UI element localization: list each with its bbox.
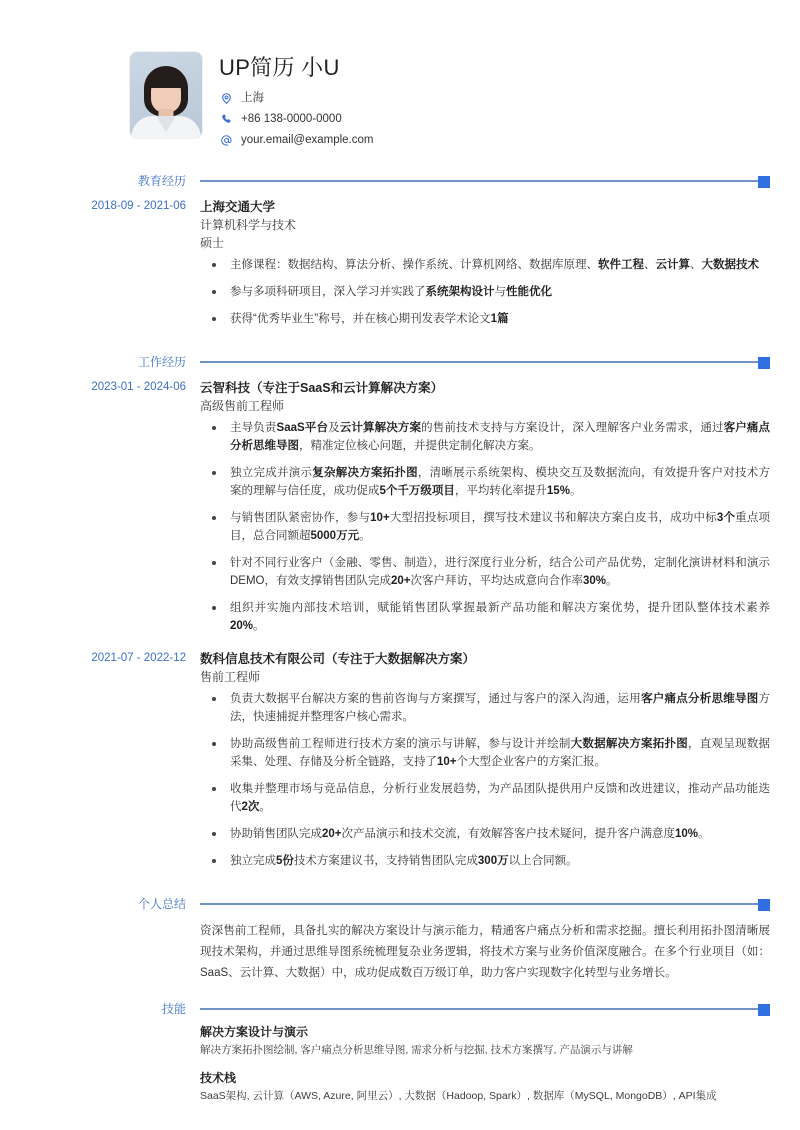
bullet-item: 独立完成5份技术方案建议书，支持销售团队完成300万以上合同额。 [200, 852, 770, 870]
bullet-item: 独立完成并演示复杂解决方案拓扑图，清晰展示系统架构、模块交互及数据流向，有效提升客户对技术方案的理解与信任度，成功促成5个千万级项目，平均转化率提升15%。 [200, 464, 770, 500]
at-sign-icon [219, 133, 234, 148]
skills-entry [0, 1022, 800, 1114]
bullet-item: 主修课程：数据结构、算法分析、操作系统、计算机网络、数据库原理、软件工程、云计算、大数据技术 [200, 256, 770, 274]
education-school: 上海交通大学 [200, 200, 276, 214]
section-divider-skills [200, 1004, 770, 1014]
section-label-skills: 技能 [161, 1002, 186, 1016]
bullet-item: 协助高级售前工程师进行技术方案的演示与讲解，参与设计并绘制大数据解决方案拓扑图，直观呈现数据采集、处理、存储及分析全链路，支持了10+个大型企业客户的方案汇报。 [200, 735, 770, 771]
bullet-item: 主导负责SaaS平台及云计算解决方案的售前技术支持与方案设计，深入理解客户业务需求，通过客户痛点分析思维导图，精准定位核心问题，并提供定制化解决方案。 [200, 419, 770, 455]
work-bullets [200, 690, 770, 870]
section-divider-education [200, 176, 770, 186]
education-entry [0, 198, 800, 337]
location-pin-icon [219, 91, 234, 106]
section-header-skills [0, 1002, 800, 1016]
divider-line [200, 361, 758, 363]
education-bullets [200, 256, 770, 328]
skill-group-title: 解决方案设计与演示 [200, 1025, 309, 1039]
bullet-item: 针对不同行业客户（金融、零售、制造），进行深度行业分析，结合公司产品优势，定制化演讲材料和演示DEMO，有效支撑销售团队完成20+次客户拜访，平均达成意向合作率30%。 [200, 554, 770, 590]
work-entry [0, 650, 800, 879]
skill-group-items: SaaS架构, 云计算（AWS, Azure, 阿里云）, 大数据（Hadoop, Spark）, 数据库（MySQL, MongoDB）, API集成 [200, 1090, 717, 1102]
contact-list [219, 89, 373, 149]
education-dates: 2018-09 - 2021-06 [91, 200, 186, 212]
work-company: 数科信息技术有限公司（专注于大数据解决方案） [200, 652, 476, 666]
bullet-item: 负责大数据平台解决方案的售前咨询与方案撰写，通过与客户的深入沟通，运用客户痛点分析思维导图方法，快速捕捉并整理客户核心需求。 [200, 690, 770, 726]
work-dates: 2023-01 - 2024-06 [91, 381, 186, 393]
divider-line [200, 180, 758, 182]
skill-group [200, 1068, 770, 1105]
section-divider-work [200, 357, 770, 367]
photo-fringe [146, 72, 186, 88]
bullet-item: 协助销售团队完成20+次产品演示和技术交流，有效解答客户技术疑问，提升客户满意度10%。 [200, 825, 770, 843]
divider-line [200, 903, 758, 905]
work-role: 高级售前工程师 [200, 399, 285, 413]
divider-square-marker [758, 899, 770, 911]
skill-group-title: 技术栈 [200, 1071, 237, 1085]
contact-location-value: 上海 [241, 91, 264, 104]
summary-text: 资深售前工程师，具备扎实的解决方案设计与演示能力，精通客户痛点分析和需求挖掘。擅长利用拓扑图清晰展现技术架构，并通过思维导图系统梳理复杂业务逻辑，将技术方案与业务价值深度融合。在多个行业项目（如：SaaS、云计算、大数据）中，成功促成数百万级订单，助力客户实现数字化转型与业务增长。 [200, 925, 770, 979]
work-entry-body [200, 379, 800, 644]
section-header-summary [0, 897, 800, 911]
work-entry-body [200, 650, 800, 879]
section-label-education: 教育经历 [137, 174, 186, 188]
section-label-summary: 个人总结 [137, 897, 186, 911]
skill-group-items: 解决方案拓扑图绘制, 客户痛点分析思维导图, 需求分析与挖掘, 技术方案撰写, 产品演示与讲解 [200, 1044, 633, 1056]
work-company: 云智科技（专注于SaaS和云计算解决方案） [200, 381, 444, 395]
bullet-item: 参与多项科研项目，深入学习并实践了系统架构设计与性能优化 [200, 283, 770, 301]
bullet-item: 组织并实施内部技术培训，赋能销售团队掌握最新产品功能和解决方案优势，提升团队整体技术素养20%。 [200, 599, 770, 635]
bullet-item: 获得“优秀毕业生”称号，并在核心期刊发表学术论文1篇 [200, 310, 770, 328]
contact-phone-value: +86 138-0000-0000 [241, 112, 342, 125]
bullet-item: 与销售团队紧密协作，参与10+大型招投标项目，撰写技术建议书和解决方案白皮书，成功中标3个重点项目，总合同额超5000万元。 [200, 509, 770, 545]
work-bullets [200, 419, 770, 635]
bullet-item: 收集并整理市场与竞品信息，分析行业发展趋势，为产品团队提供用户反馈和改进建议，推动产品功能迭代2次。 [200, 780, 770, 816]
contact-location [219, 89, 373, 107]
contact-email-value: your.email@example.com [241, 133, 374, 146]
divider-line [200, 1008, 758, 1010]
summary-entry [0, 921, 800, 984]
section-header-education [0, 174, 800, 188]
section-skills [0, 1002, 800, 1114]
skills-body [200, 1022, 800, 1114]
profile-photo [130, 52, 202, 138]
contact-email [219, 131, 373, 149]
phone-icon [219, 112, 234, 127]
contact-phone [219, 110, 373, 128]
page-title: UP简历 小U [219, 55, 340, 80]
work-role: 售前工程师 [200, 670, 261, 684]
section-education [0, 174, 800, 337]
section-header-work [0, 355, 800, 369]
section-work [0, 355, 800, 879]
education-major: 计算机科学与技术 [200, 218, 297, 232]
header-text-block [219, 52, 373, 152]
section-label-work: 工作经历 [137, 355, 186, 369]
education-entry-body [200, 198, 800, 337]
divider-square-marker [758, 176, 770, 188]
divider-square-marker [758, 357, 770, 369]
skill-group [200, 1022, 770, 1059]
work-dates: 2021-07 - 2022-12 [91, 652, 186, 664]
education-degree: 硕士 [200, 236, 225, 250]
section-summary [0, 897, 800, 984]
resume-header [0, 0, 800, 152]
section-divider-summary [200, 899, 770, 909]
summary-body [200, 921, 800, 984]
work-entry [0, 379, 800, 644]
divider-square-marker [758, 1004, 770, 1016]
